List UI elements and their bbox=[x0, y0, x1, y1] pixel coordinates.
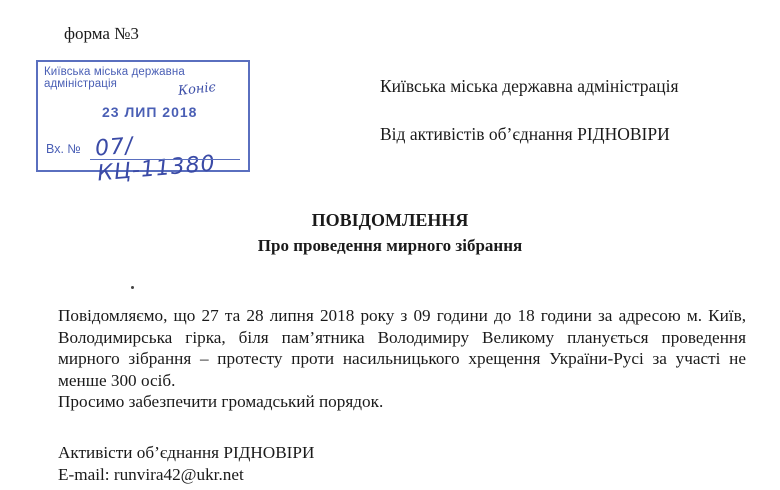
sender: Від активістів об’єднання РІДНОВІРИ bbox=[380, 124, 670, 144]
stamp-registration-number: 07/КЦ-11380 bbox=[94, 133, 217, 187]
document-subtitle: Про проведення мирного зібрання bbox=[257, 236, 523, 255]
registration-stamp bbox=[36, 60, 250, 187]
stamp-organization: Київська міська державна адміністрація bbox=[44, 66, 185, 90]
stamp-date: 23 ЛИП 2018 bbox=[102, 104, 198, 120]
notice-body bbox=[58, 305, 746, 413]
stamp-signature: Коніє bbox=[177, 80, 217, 99]
scan-speck bbox=[131, 286, 134, 289]
addressee: Київська міська державна адміністрація bbox=[380, 76, 679, 96]
closing-block bbox=[58, 442, 314, 485]
form-number: форма №3 bbox=[64, 24, 139, 43]
notice-request: Просимо забезпечити громадський порядок. bbox=[58, 392, 384, 411]
notice-paragraph: Повідомляємо, що 27 та 28 липня 2018 року з 09 години до 18 години за адресою м. Київ, Володимирська гірка, біля пам’ятника Володимиру Великому планується проведення мирного зібрання – протесту проти насильницького хрещення України-Русі за участі не менше 300 осіб. bbox=[58, 306, 746, 390]
signatory: Активісти об’єднання РІДНОВІРИ bbox=[58, 443, 315, 462]
document-title: ПОВІДОМЛЕННЯ bbox=[311, 210, 469, 230]
stamp-number-label: Вх. № bbox=[46, 142, 81, 156]
stamp-underline bbox=[90, 159, 240, 160]
contact-email: E-mail: runvira42@ukr.net bbox=[58, 464, 244, 484]
